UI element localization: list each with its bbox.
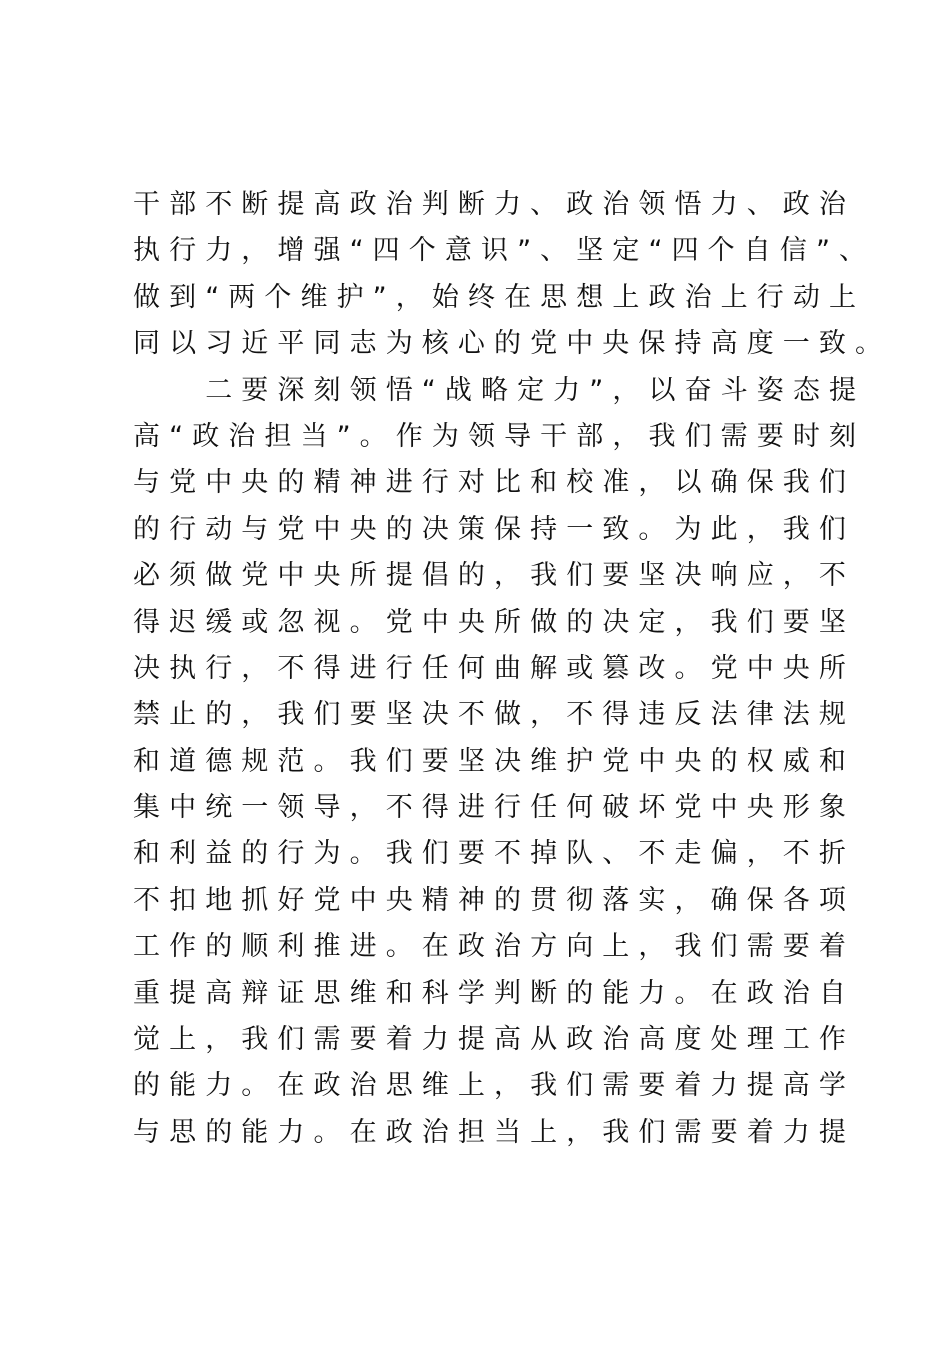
text-line: 决执行，不得进行任何曲解或篡改。党中央所 (133, 652, 855, 684)
body-text (133, 182, 892, 1156)
text-line: 集中统一领导，不得进行任何破坏党中央形象 (133, 792, 855, 824)
text-line: 觉上，我们需要着力提高从政治高度处理工作 (133, 1024, 855, 1056)
text-line: 的行动与党中央的决策保持一致。为此，我们 (133, 513, 855, 545)
text-line: 必须做党中央所提倡的，我们要坚决响应，不 (133, 560, 855, 592)
text-line: 得迟缓或忽视。党中央所做的决定，我们要坚 (133, 606, 855, 638)
text-line: 做到“两个维护”，始终在思想上政治上行动上 (133, 281, 866, 313)
paragraph-start-line: 二要深刻领悟“战略定力”，以奋斗姿态提 (133, 374, 866, 406)
text-line: 同以习近平同志为核心的党中央保持高度一致。 (133, 328, 892, 360)
text-line: 与思的能力。在政治担当上，我们需要着力提 (133, 1116, 855, 1148)
text-line: 和道德规范。我们要坚决维护党中央的权威和 (133, 745, 855, 777)
text-line: 的能力。在政治思维上，我们需要着力提高学 (133, 1070, 855, 1102)
text-line: 与党中央的精神进行对比和校准，以确保我们 (133, 467, 855, 499)
text-line: 干部不断提高政治判断力、政治领悟力、政治 (133, 189, 855, 220)
text-line: 和利益的行为。我们要不掉队、不走偏，不折 (133, 838, 855, 870)
text-line: 工作的顺利推进。在政治方向上，我们需要着 (133, 931, 855, 963)
text-line: 高“政治担当”。作为领导干部，我们需要时刻 (133, 420, 866, 452)
text-line: 禁止的，我们要坚决不做，不得违反法律法规 (133, 699, 855, 731)
text-line: 不扣地抓好党中央精神的贯彻落实，确保各项 (133, 884, 855, 916)
text-line: 重提高辩证思维和科学判断的能力。在政治自 (133, 977, 855, 1009)
text-line: 执行力，增强“四个意识”、坚定“四个自信”、 (133, 235, 876, 267)
